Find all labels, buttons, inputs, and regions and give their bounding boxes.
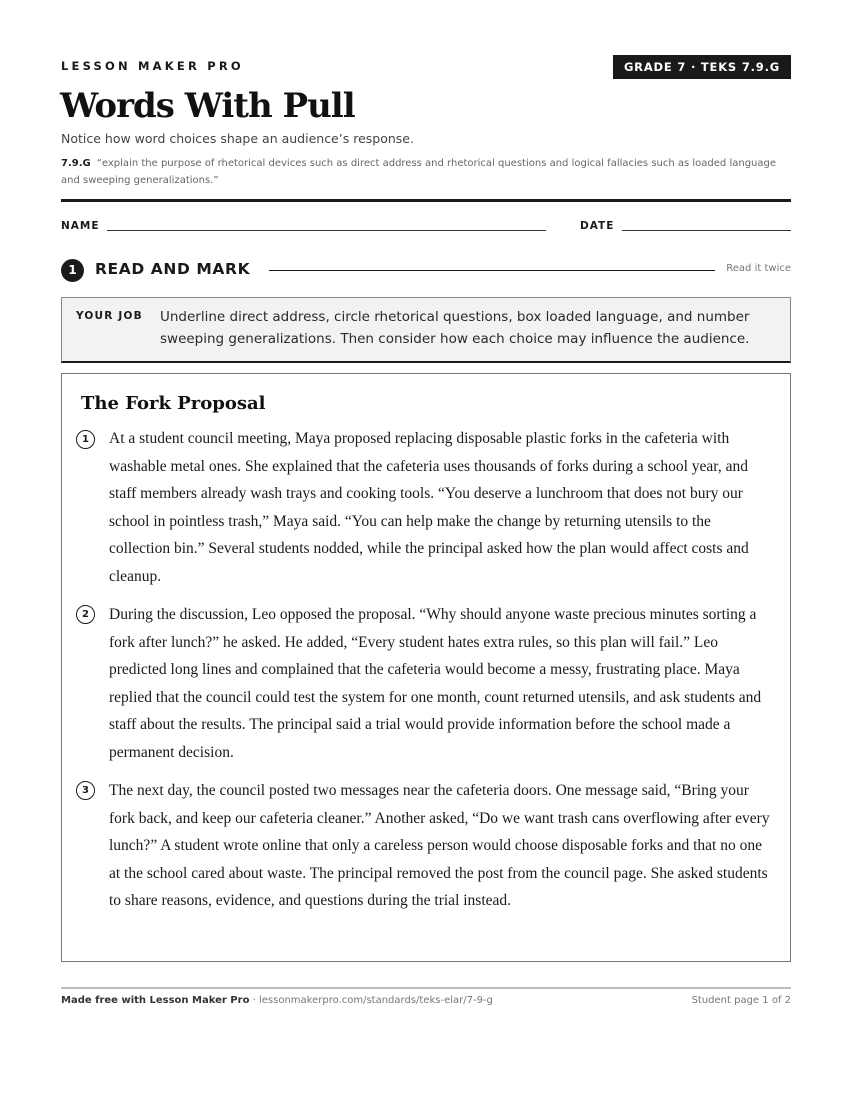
name-field[interactable] (107, 230, 546, 231)
footer-url[interactable]: lessonmakerpro.com/standards/teks-elar/7-9-g (258, 995, 493, 1006)
page-number: Student page 1 of 2 (691, 995, 791, 1006)
brand-name: LESSON MAKER PRO (61, 59, 244, 73)
footer-divider (61, 987, 791, 989)
footer-separator: · (249, 995, 259, 1006)
instructions-text: Underline direct address, circle rhetorical questions, box loaded language, and number sweeping generalizations. Then consider how each choice may influence the audience. (160, 309, 750, 347)
standard-code: 7.9.G (61, 158, 91, 169)
paragraph-1: At a student council meeting, Maya proposed replacing disposable plastic forks in the cafeteria with washable metal ones. She explained that the cafeteria uses thousands of forks during a school year, and staff members already wash trays and cooking tools. “You deserve a lunchroom that does not bury our school in pointless trash,” Maya said. “You can help make the change by returning utensils to the collection bin.” Several students nodded, while the principal asked how the plan would affect costs and cleanup. (109, 430, 749, 585)
name-label: NAME (61, 220, 100, 232)
header-divider (61, 199, 791, 202)
page-title: Words With Pull (60, 86, 355, 126)
standard-description (61, 156, 791, 189)
paragraph-3: The next day, the council posted two messages near the cafeteria doors. One message said, “Bring your fork back, and keep our cafeteria cleaner.” Another asked, “Do we want trash cans overflowing after every lunch?” A student wrote online that only a careless person would choose disposable forks and that no one at the school cared about waste. The principal removed the post from the council page. She asked students to share reasons, evidence, and questions during the trial instead. (109, 782, 770, 910)
paragraph-number-2: 2 (76, 605, 95, 624)
date-label: DATE (580, 220, 615, 232)
instructions-label: YOUR JOB (76, 310, 143, 322)
step-number-badge: 1 (61, 259, 84, 282)
footer-credit: Made free with Lesson Maker Pro (61, 995, 250, 1006)
date-field[interactable] (622, 230, 791, 231)
section-note: Read it twice (726, 263, 791, 274)
paragraph-2: During the discussion, Leo opposed the proposal. “Why should anyone waste precious minutes sorting a fork after lunch?” he asked. He added, “Every student hates extra rules, so this plan will fail.” Leo predicted long lines and complained that the cafeteria would become a messy, frustrating place. Maya replied that the council could test the system for one month, count returned utensils, and ask students and staff about the results. The principal said a trial would provide information before the school made a permanent decision. (109, 606, 762, 761)
grade-badge: GRADE 7 · TEKS 7.9.G (613, 55, 791, 79)
instructions-box (61, 297, 791, 363)
paragraph-number-3: 3 (76, 781, 95, 800)
passage-title: The Fork Proposal (81, 393, 266, 414)
reading-passage (61, 373, 791, 962)
page-footer (61, 995, 791, 1006)
standard-text: “explain the purpose of rhetorical devices such as direct address and rhetorical questions and logical fallacies such as loaded language and sweeping generalizations.” (61, 158, 777, 186)
section-rule (269, 270, 715, 271)
student-fields (61, 220, 791, 234)
section-heading (61, 258, 791, 282)
paragraph-number-1: 1 (76, 430, 95, 449)
top-bar (61, 55, 791, 79)
page-subtitle: Notice how word choices shape an audience’s response. (61, 131, 414, 146)
section-title: READ AND MARK (95, 260, 251, 278)
